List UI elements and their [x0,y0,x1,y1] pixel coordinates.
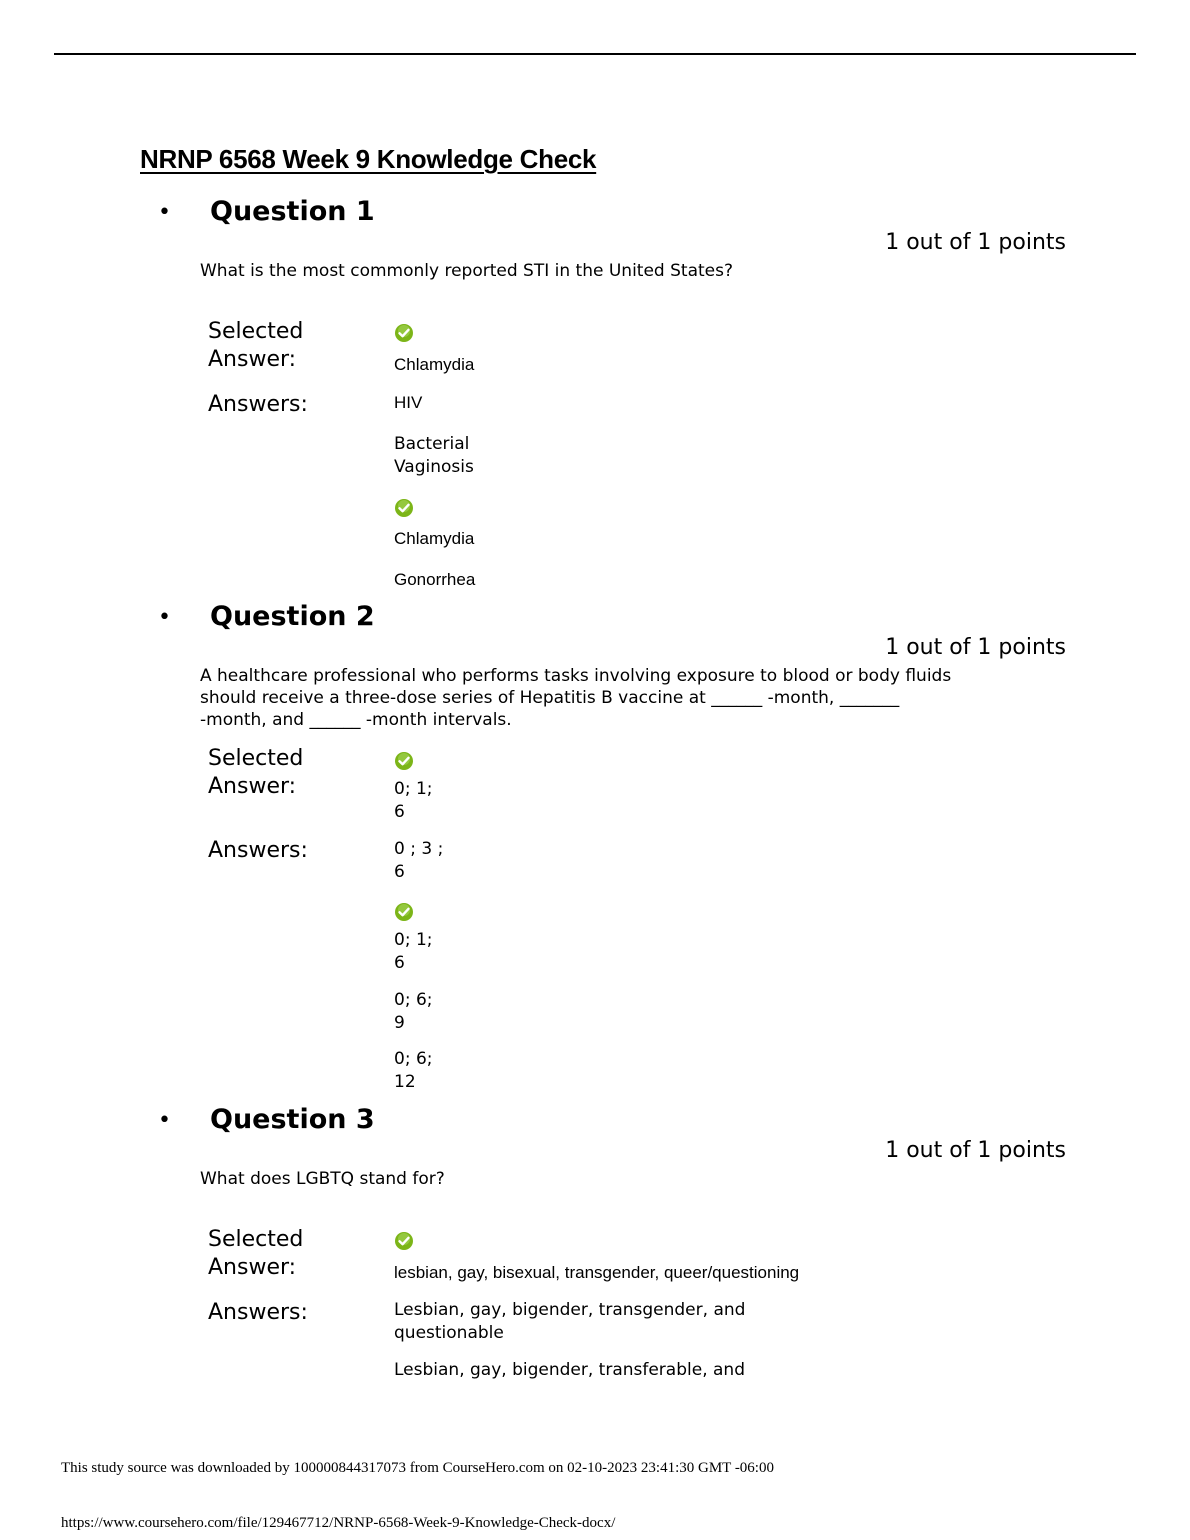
answer-option: Lesbian, gay, bigender, transferable, and [394,1360,745,1380]
answer-option: HIV [394,393,423,412]
bullet-q1: • [158,200,171,225]
answer-option-correct: 0; 1; 6 [394,930,433,973]
source-url: https://www.coursehero.com/file/129467712/NRNP-6568-Week-9-Knowledge-Check-docx/ [61,1515,616,1531]
check-circle-icon [394,902,414,922]
check-circle-icon [394,751,414,771]
question-2-points: 1 out of 1 points [885,635,1066,660]
selected-answer-label: Selected Answer: [208,1227,304,1280]
question-1-selected-answer: Chlamydia [394,355,475,374]
question-2-selected-answer: 0; 1; 6 [394,779,433,822]
question-3-selected-answer: lesbian, gay, bisexual, transgender, queer/questioning [394,1263,800,1282]
bullet-q3: • [158,1108,171,1133]
selected-answer-label: Selected Answer: [208,746,304,799]
answer-option: 0; 6; 12 [394,1049,433,1092]
answer-option: Bacterial Vaginosis [394,434,474,477]
question-3-points: 1 out of 1 points [885,1138,1066,1163]
question-1-title: Question 1 [210,196,375,227]
selected-answer-label: Selected Answer: [208,319,304,372]
answers-label: Answers: [208,838,308,863]
question-1-text: What is the most commonly reported STI in the United States? [200,261,733,281]
check-circle-icon [394,498,414,518]
question-2-text: A healthcare professional who performs tasks involving exposure to blood or body fluids should receive a three-dose series of Hepatitis B vaccine at ______ -month, _______ -month, and ______ -month intervals. [200,666,952,730]
answers-label: Answers: [208,392,308,417]
answers-label: Answers: [208,1300,308,1325]
question-3-title: Question 3 [210,1104,375,1135]
check-circle-icon [394,1231,414,1251]
document-title: NRNP 6568 Week 9 Knowledge Check [140,144,597,174]
answer-option: Gonorrhea [394,570,476,589]
answer-option: Lesbian, gay, bigender, transgender, and questionable [394,1300,746,1343]
header-rule [54,53,1136,55]
download-notice: This study source was downloaded by 100000844317073 from CourseHero.com on 02-10-2023 23:41:30 GMT -06:00 [61,1460,774,1476]
answer-option: 0; 6; 9 [394,990,433,1033]
question-3-text: What does LGBTQ stand for? [200,1169,445,1189]
question-1-points: 1 out of 1 points [885,230,1066,255]
question-2-title: Question 2 [210,601,375,632]
answer-option-correct: Chlamydia [394,529,475,548]
bullet-q2: • [158,605,171,630]
answer-option: 0 ; 3 ; 6 [394,839,444,882]
check-circle-icon [394,323,414,343]
